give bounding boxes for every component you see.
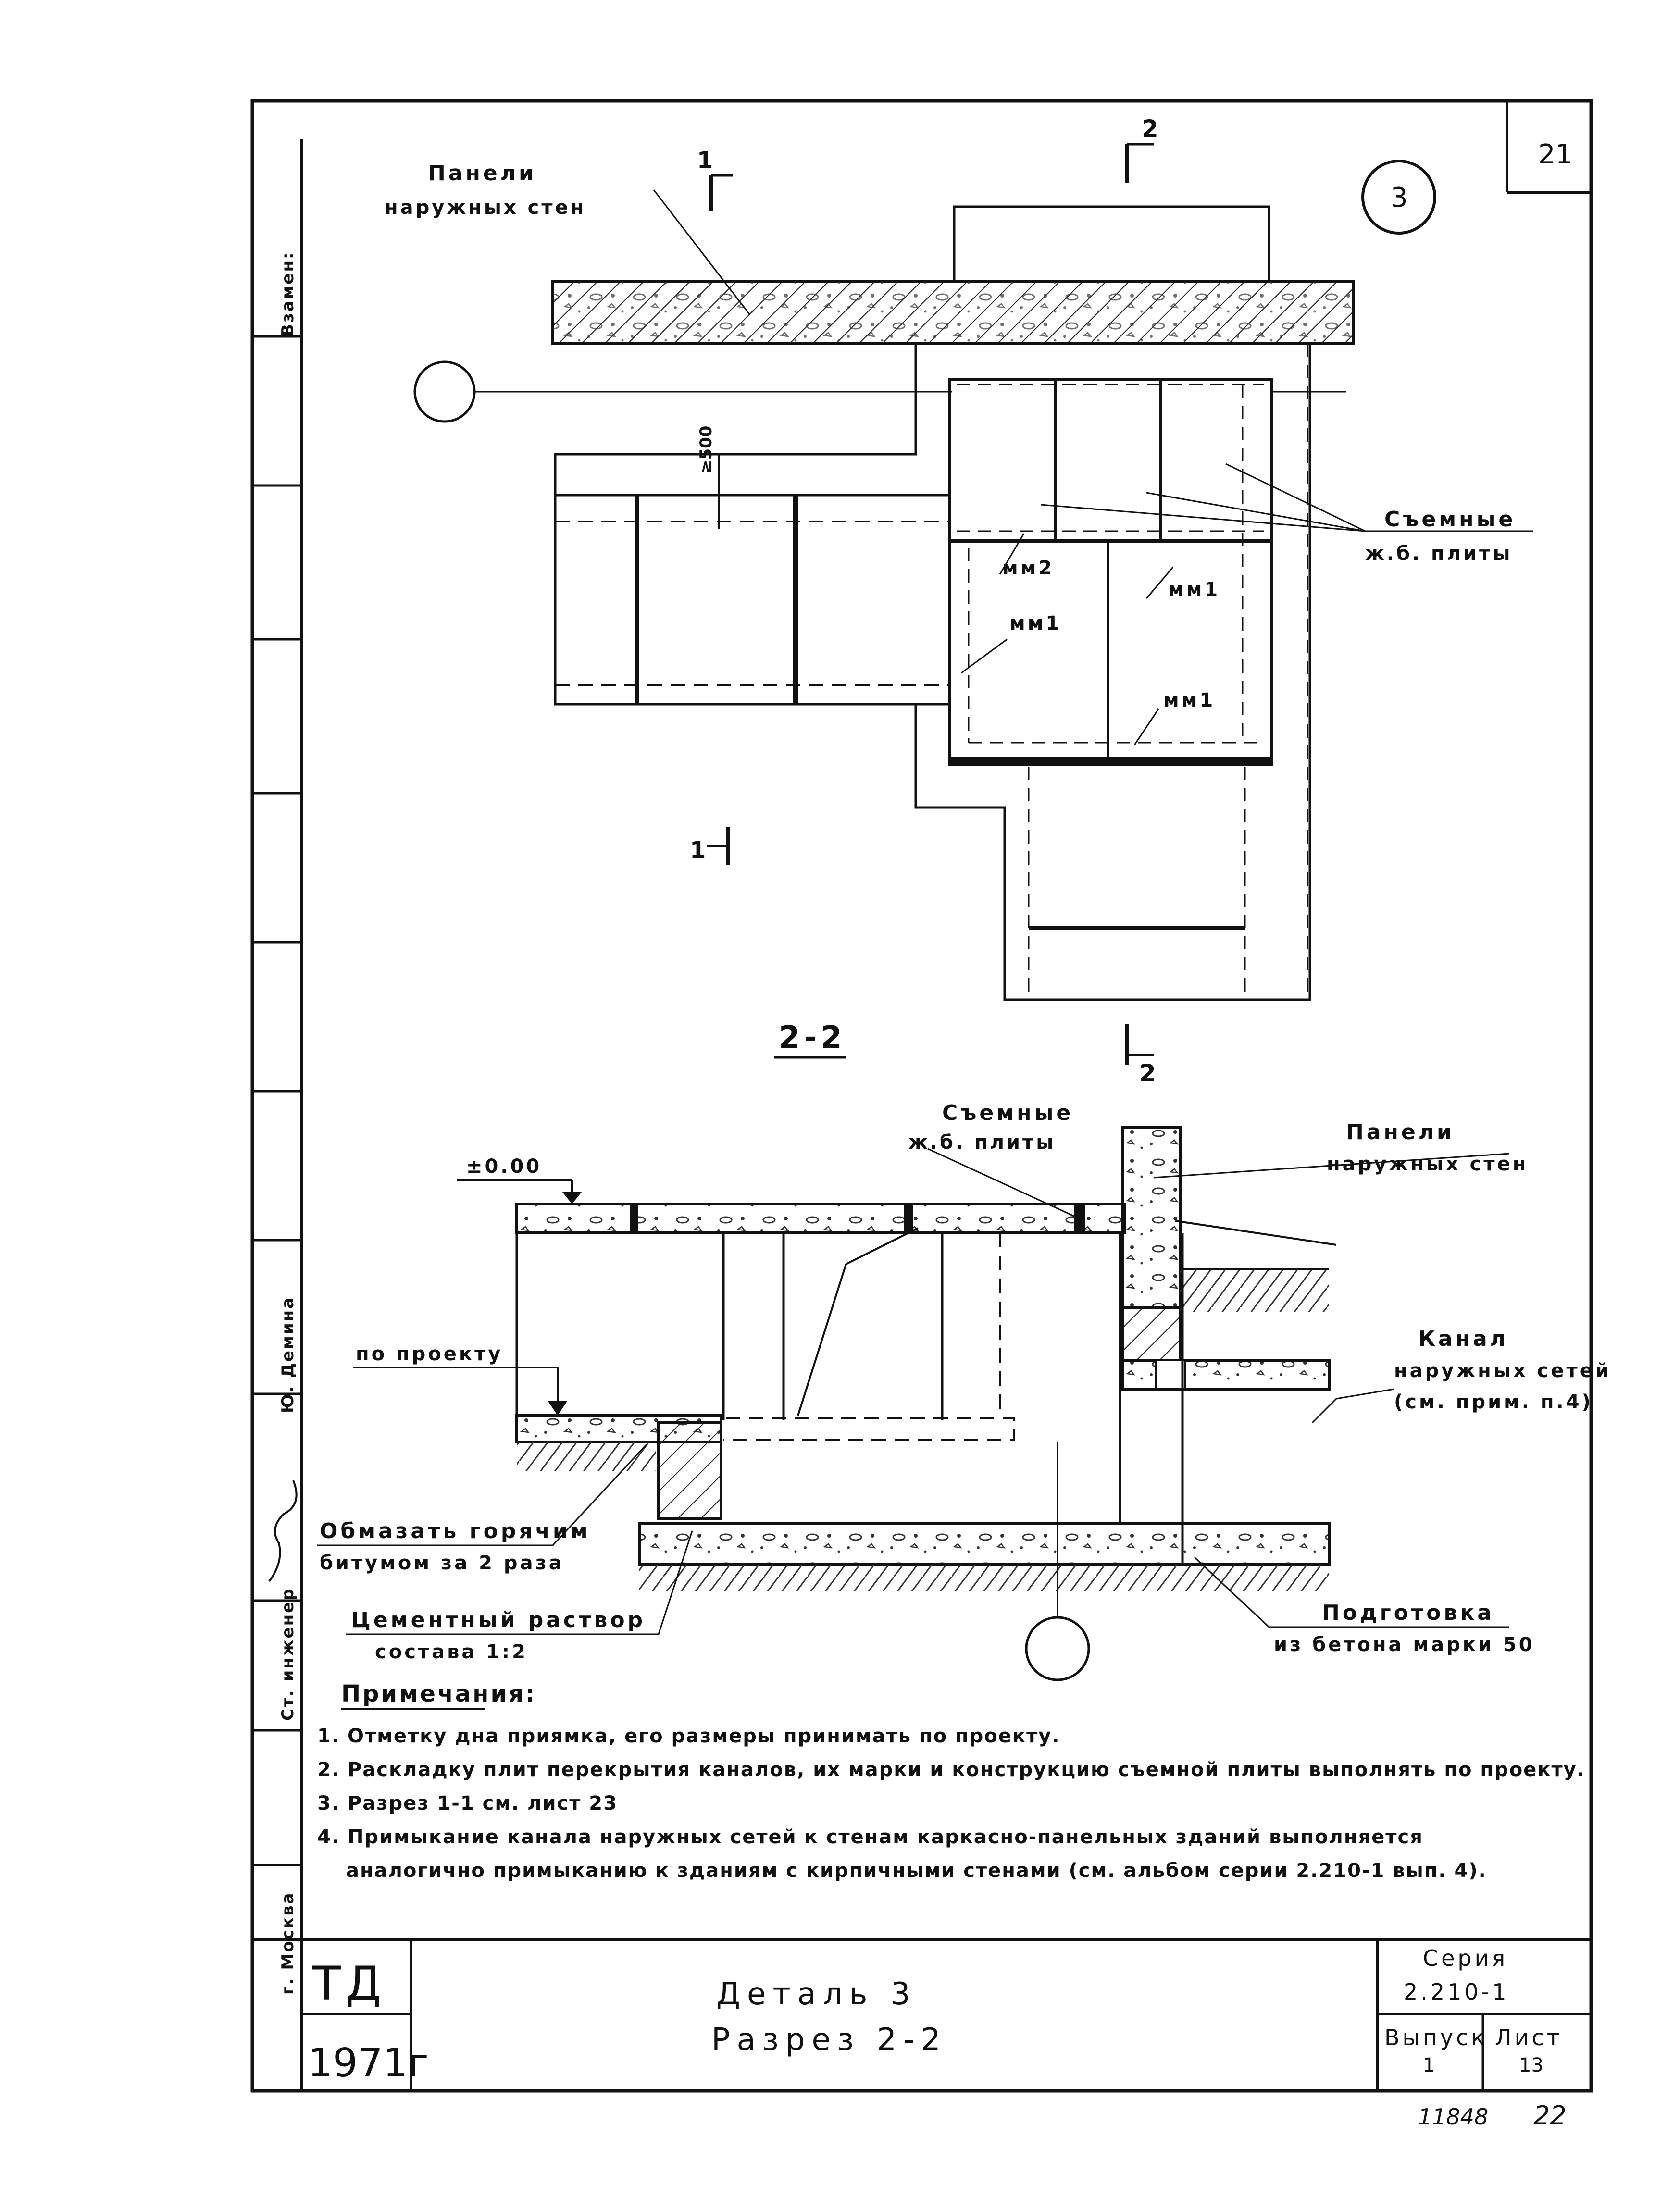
section-view <box>317 1020 1611 1680</box>
section-2-top: 2 <box>1142 115 1158 143</box>
section-1-bottom: 1 <box>690 837 706 864</box>
plan-label-panels-1: Панели <box>428 161 536 186</box>
side-engineer: Ст. инженер <box>278 1587 298 1721</box>
elevation-mark: ±0.00 <box>466 1155 542 1178</box>
section-title: 2-2 <box>779 1020 846 1056</box>
side-vzamen: Взамен: <box>278 251 298 336</box>
section-label-channel-1: Канал <box>1418 1327 1508 1351</box>
section-label-removable-1: Съемные <box>942 1101 1074 1125</box>
issue-value: 1 <box>1423 2054 1435 2076</box>
section-label-bitumen-2: битумом за 2 раза <box>320 1552 564 1574</box>
section-label-removable-2: ж.б. плиты <box>908 1131 1056 1154</box>
per-project-mark: по проекту <box>356 1343 503 1365</box>
signature <box>269 1480 297 1581</box>
section-label-prep-1: Подготовка <box>1322 1601 1494 1625</box>
footer-number-2: 22 <box>1533 2100 1567 2131</box>
note-4-cont: аналогично примыканию к зданиям с кирпичными стенами (см. альбом серии 2.210-1 вып. 4). <box>346 1860 1487 1882</box>
notes-title: Примечания: <box>341 1680 537 1707</box>
side-author: Ю. Демина <box>278 1296 298 1413</box>
series-label: Серия <box>1423 1945 1508 1971</box>
title-year: 1971г <box>308 2040 429 2086</box>
section-bottom-slab <box>639 1524 1329 1565</box>
section-label-channel-3: (см. прим. п.4) <box>1394 1391 1593 1413</box>
plan-view <box>385 115 1533 1087</box>
section-label-panels-1: Панели <box>1346 1120 1455 1144</box>
plan-outline <box>555 344 1310 1000</box>
plan-removable-slabs <box>949 380 1271 541</box>
note-4: 4. Примыкание канала наружных сетей к стенам каркасно-панельных зданий выполняется <box>317 1826 1423 1848</box>
sheet-value: 13 <box>1519 2054 1543 2076</box>
section-label-channel-2: наружных сетей <box>1394 1360 1611 1382</box>
plan-axis-circle <box>415 362 474 422</box>
note-3: 3. Разрез 1-1 см. лист 23 <box>317 1792 618 1814</box>
slab-mark-mm1-b: мм1 <box>1009 612 1062 634</box>
slab-mark-mm1-c: мм1 <box>1163 689 1216 711</box>
title-line1: Деталь 3 <box>716 1976 917 2012</box>
notes-block <box>317 1680 1585 1882</box>
section-label-mortar-2: состава 1:2 <box>375 1641 528 1663</box>
sheet-label: Лист <box>1495 2025 1563 2050</box>
section-label-panels-2: наружных стен <box>1327 1153 1529 1175</box>
title-line2: Разрез 2-2 <box>711 2022 947 2058</box>
issue-label: Выпуск <box>1384 2025 1488 2050</box>
page-number: 21 <box>1538 139 1573 170</box>
dimension-500: ≥500 <box>697 425 716 473</box>
note-2: 2. Раскладку плит перекрытия каналов, их марки и конструкцию съемной плиты выполнять по проекту. <box>317 1759 1585 1781</box>
plan-label-removable-1: Съемные <box>1384 507 1516 532</box>
plan-left-channel <box>555 495 949 704</box>
section-label-prep-2: из бетона марки 50 <box>1274 1634 1535 1656</box>
section-mortar-block <box>659 1423 721 1519</box>
plan-label-panels-2: наружных стен <box>385 197 586 219</box>
title-org: ТД <box>312 1957 386 2011</box>
section-axis-circle <box>1026 1617 1089 1680</box>
section-top-slab <box>517 1204 1125 1233</box>
title-block <box>252 1939 1591 2091</box>
slab-mark-mm2: мм2 <box>1002 557 1055 579</box>
section-label-mortar-1: Цементный раствор <box>351 1608 646 1632</box>
plan-label-removable-2: ж.б. плиты <box>1365 543 1513 565</box>
series-value: 2.210-1 <box>1404 1979 1509 2005</box>
footer-number-1: 11848 <box>1418 2104 1489 2130</box>
plan-slab-group <box>949 541 1271 764</box>
section-wall-panel <box>1122 1127 1180 1307</box>
slab-mark-mm1-a: мм1 <box>1168 579 1220 601</box>
side-city: г. Москва <box>278 1891 298 1995</box>
note-1: 1. Отметку дна приямка, его размеры принимать по проекту. <box>317 1725 1060 1747</box>
section-label-bitumen-1: Обмазать горячим <box>320 1519 591 1543</box>
detail-number: 3 <box>1391 182 1408 213</box>
section-2-bottom: 2 <box>1139 1059 1156 1087</box>
section-channel-slab <box>1122 1360 1329 1389</box>
plan-upper-block <box>954 207 1269 281</box>
section-1-top: 1 <box>697 147 713 174</box>
